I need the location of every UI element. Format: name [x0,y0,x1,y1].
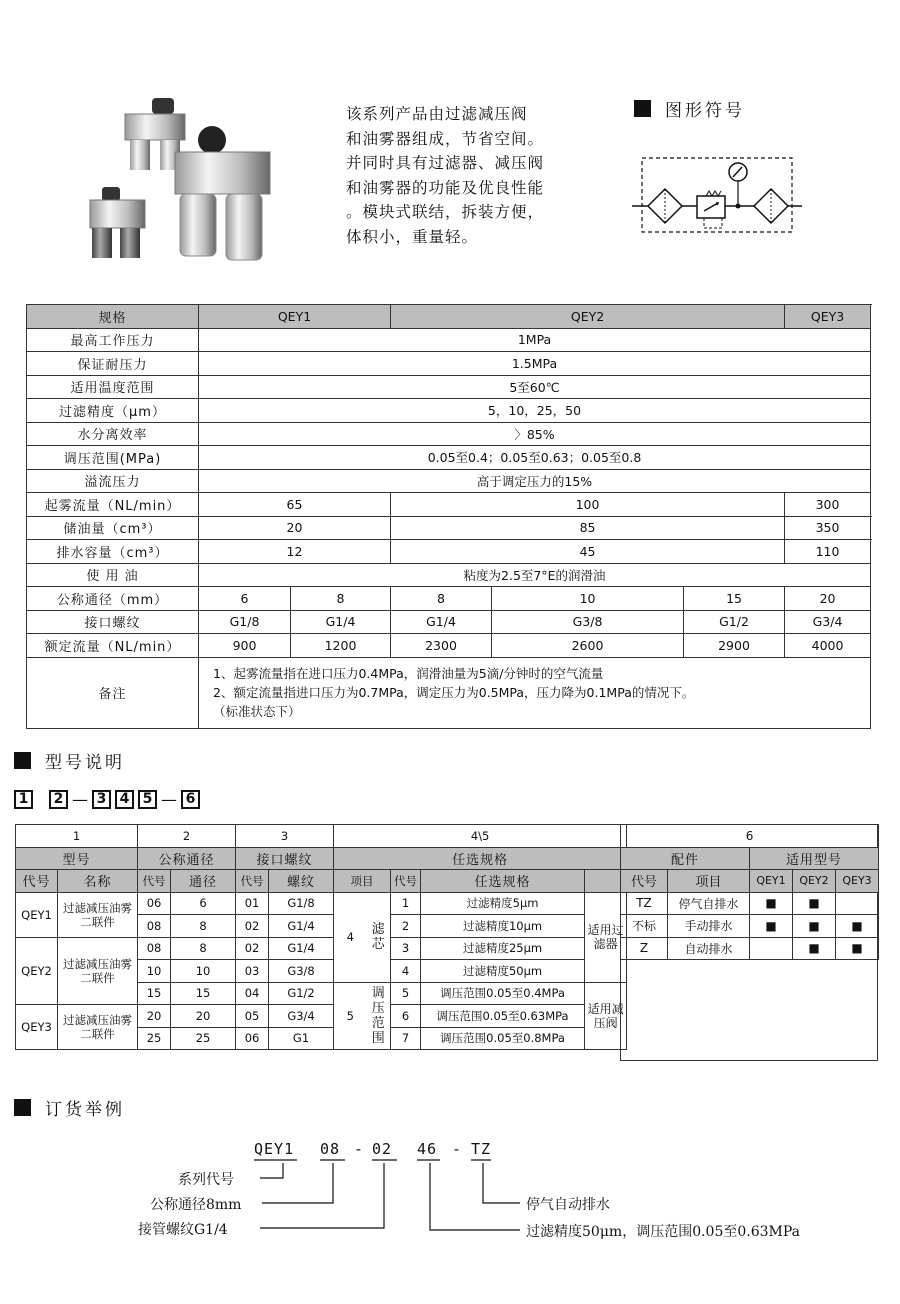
spec-label: 储油量（cm³） [27,516,199,540]
option-code: 2 [391,915,421,938]
option-spec: 调压范围0.05至0.8MPa [421,1027,585,1050]
spec-header-label: 规格 [27,305,199,329]
spec-value: G1/4 [291,610,391,634]
sub-header: 项目 [334,870,391,893]
intro-line: 体积小，重量轻。 [346,227,479,246]
option-code: 7 [391,1027,421,1050]
spec-label: 排水容量（cm³） [27,540,199,564]
bore-code: 08 [138,937,171,960]
thread-code: 05 [236,1005,269,1028]
model-name: 过滤减压油雾二联件 [58,892,138,937]
spec-label: 最高工作压力 [27,328,199,352]
option-code: 4 [391,960,421,983]
section-title: 订货举例 [45,1100,125,1120]
bore-size: 25 [171,1027,236,1050]
thread-code: 04 [236,982,269,1005]
model-name: 过滤减压油雾二联件 [58,1005,138,1050]
group-header: 配件 [621,847,750,870]
bore-code: 10 [138,960,171,983]
intro-line: 该系列产品由过滤减压阀 [346,105,528,123]
spec-header-qey3: QEY3 [785,305,871,329]
option-code: 1 [391,892,421,915]
code-box: 3 [92,790,111,809]
sub-header: 代号 [391,870,421,893]
sub-header: 代号 [621,870,668,893]
spec-value: 45 [391,540,785,564]
option-apply: 适用减压阀 [585,982,627,1050]
model-code: QEY1 [16,892,58,937]
thread-code: 06 [236,1027,269,1050]
spec-value: 5，10，25，50 [199,399,871,423]
option-spec: 过滤精度10μm [421,915,585,938]
bore-code: 25 [138,1027,171,1050]
spec-value: 8 [291,587,391,611]
spec-value: 100 [391,493,785,517]
spec-label: 接口螺纹 [27,610,199,634]
sub-header: 项目 [668,870,750,893]
acc-mark: ■ [750,892,793,915]
acc-mark: ■ [793,937,836,960]
spec-label: 溢流压力 [27,469,199,493]
option-apply: 适用过滤器 [585,892,627,982]
sub-header: 通径 [171,870,236,893]
model-code: QEY2 [16,937,58,1005]
thread-code: 01 [236,892,269,915]
code-box: 4 [115,790,134,809]
acc-mark: ■ [793,915,836,938]
bore-size: 10 [171,960,236,983]
spec-label: 水分离效率 [27,422,199,446]
sub-header: QEY1 [750,870,793,893]
col-num: 1 [16,825,138,848]
spec-label: 保证耐压力 [27,352,199,376]
thread-code: 03 [236,960,269,983]
code-box: 1 [14,790,33,809]
note-line: （标准状态下） [213,704,301,719]
code-box: 2 [49,790,68,809]
spec-value: 2600 [492,634,684,658]
spec-label: 过滤精度（μm） [27,399,199,423]
spec-value: 粘度为2.5至7°E的润滑油 [199,563,871,587]
order-code-accessory: TZ [471,1140,492,1158]
order-label-drain: 停气自动排水 [526,1197,610,1213]
spec-value: 12 [199,540,391,564]
spec-header-qey2: QEY2 [391,305,785,329]
acc-code: Z [621,937,668,960]
code-dash: — [161,790,177,809]
bore-size: 15 [171,982,236,1005]
thread-size: G1/8 [269,892,334,915]
spec-value: G1/4 [391,610,492,634]
thread-size: G1/2 [269,982,334,1005]
option-spec: 过滤精度50μm [421,960,585,983]
code-box: 5 [138,790,157,809]
spec-value: 65 [199,493,391,517]
spec-value: 900 [199,634,291,658]
spec-value: 110 [785,540,871,564]
note-line: 1、起雾流量指在进口压力0.4MPa，润滑油量为5滴/分钟时的空气流量 [213,666,604,681]
option-code: 5 [391,982,421,1005]
sub-header: QEY3 [836,870,879,893]
thread-size: G1/4 [269,915,334,938]
spec-note-label: 备注 [27,657,199,728]
option-item: 调压范围 [367,982,391,1050]
spec-value: 85 [391,516,785,540]
order-label-bore: 公称通径8mm [150,1197,242,1213]
acc-mark: ■ [836,915,879,938]
option-code: 3 [391,937,421,960]
spec-value: 1MPa [199,328,871,352]
spec-label: 起雾流量（NL/min） [27,493,199,517]
acc-mark: ■ [793,892,836,915]
option-spec: 过滤精度25μm [421,937,585,960]
order-label-series: 系列代号 [178,1172,234,1188]
code-box: 6 [181,790,200,809]
group-header: 型号 [16,847,138,870]
spec-value: 350 [785,516,871,540]
order-code-dash: - [354,1140,365,1158]
sub-header: 代号 [16,870,58,893]
order-code-bore: 08 [320,1140,341,1158]
spec-value: 4000 [785,634,871,658]
bore-code: 20 [138,1005,171,1028]
col-num: 4\5 [334,825,627,848]
bore-code: 06 [138,892,171,915]
section-title: 图形符号 [665,101,745,121]
acc-item: 手动排水 [668,915,750,938]
spec-value: 20 [785,587,871,611]
acc-code: TZ [621,892,668,915]
intro-line: 。模块式联结，拆装方便， [346,203,545,221]
option-spec: 调压范围0.05至0.63MPa [421,1005,585,1028]
model-name: 过滤减压油雾二联件 [58,937,138,1005]
thread-size: G3/8 [269,960,334,983]
spec-header-qey1: QEY1 [199,305,391,329]
spec-value: G3/8 [492,610,684,634]
spec-label: 公称通径（mm） [27,587,199,611]
acc-item: 停气自排水 [668,892,750,915]
sub-header: 任选规格 [421,870,585,893]
acc-item: 自动排水 [668,937,750,960]
group-header: 公称通径 [138,847,236,870]
acc-mark: ■ [836,937,879,960]
intro-line: 和油雾器的功能及优良性能 [346,178,545,197]
spec-value: 300 [785,493,871,517]
bore-size: 8 [171,915,236,938]
option-code: 6 [391,1005,421,1028]
group-header: 接口螺纹 [236,847,334,870]
sub-header: 代号 [138,870,171,893]
spec-value: 2900 [684,634,785,658]
sub-header: QEY2 [793,870,836,893]
spec-value: 10 [492,587,684,611]
sub-header: 名称 [58,870,138,893]
spec-value: 20 [199,516,391,540]
option-spec: 过滤精度5μm [421,892,585,915]
bore-code: 08 [138,915,171,938]
code-dash: — [72,790,88,809]
col-num: 2 [138,825,236,848]
intro-line: 并同时具有过滤器、减压阀 [346,154,545,172]
model-code: QEY3 [16,1005,58,1050]
order-code-thread: 02 [372,1140,393,1158]
spec-value: 2300 [391,634,492,658]
option-item: 滤芯 [367,892,391,982]
spec-value: 8 [391,587,492,611]
group-header: 任选规格 [334,847,627,870]
thread-code: 02 [236,937,269,960]
note-line: 2、额定流量指进口压力为0.7MPa，调定压力为0.5MPa，压力降为0.1MPa的情况下。 [213,685,695,700]
bore-size: 6 [171,892,236,915]
option-num: 4 [334,892,367,982]
spec-value: 5至60℃ [199,375,871,399]
option-spec: 调压范围0.05至0.4MPa [421,982,585,1005]
thread-size: G1/4 [269,937,334,960]
spec-value: 15 [684,587,785,611]
group-header: 适用型号 [750,847,879,870]
spec-value: G1/2 [684,610,785,634]
spec-label: 额定流量（NL/min） [27,634,199,658]
thread-code: 02 [236,915,269,938]
spec-value: 〉85% [199,422,871,446]
bore-size: 8 [171,937,236,960]
spec-value: 1.5MPa [199,352,871,376]
spec-value: G3/4 [785,610,871,634]
option-num: 5 [334,982,367,1050]
acc-code: 不标 [621,915,668,938]
spec-value: G1/8 [199,610,291,634]
col-num: 3 [236,825,334,848]
thread-size: G1 [269,1027,334,1050]
acc-mark: ■ [750,915,793,938]
spec-label: 使 用 油 [27,563,199,587]
section-title: 型号说明 [45,753,125,773]
intro-line: 和油雾器组成，节省空间。 [346,129,545,148]
spec-value: 6 [199,587,291,611]
order-code-dash: - [452,1140,463,1158]
spec-value: 1200 [291,634,391,658]
sub-header: 代号 [236,870,269,893]
order-code-series: QEY1 [254,1140,295,1158]
spec-label: 调压范围(MPa) [27,446,199,470]
bore-size: 20 [171,1005,236,1028]
bore-code: 15 [138,982,171,1005]
spec-value: 0.05至0.4；0.05至0.63；0.05至0.8 [199,446,871,470]
spec-label: 适用温度范围 [27,375,199,399]
col-num: 6 [621,825,879,848]
sub-header: 螺纹 [269,870,334,893]
order-label-thread: 接管螺纹G1/4 [138,1222,228,1238]
spec-value: 高于调定压力的15% [199,469,871,493]
thread-size: G3/4 [269,1005,334,1028]
order-code-option: 46 [417,1140,438,1158]
order-label-filter: 过滤精度50μm，调压范围0.05至0.63MPa [526,1224,801,1240]
